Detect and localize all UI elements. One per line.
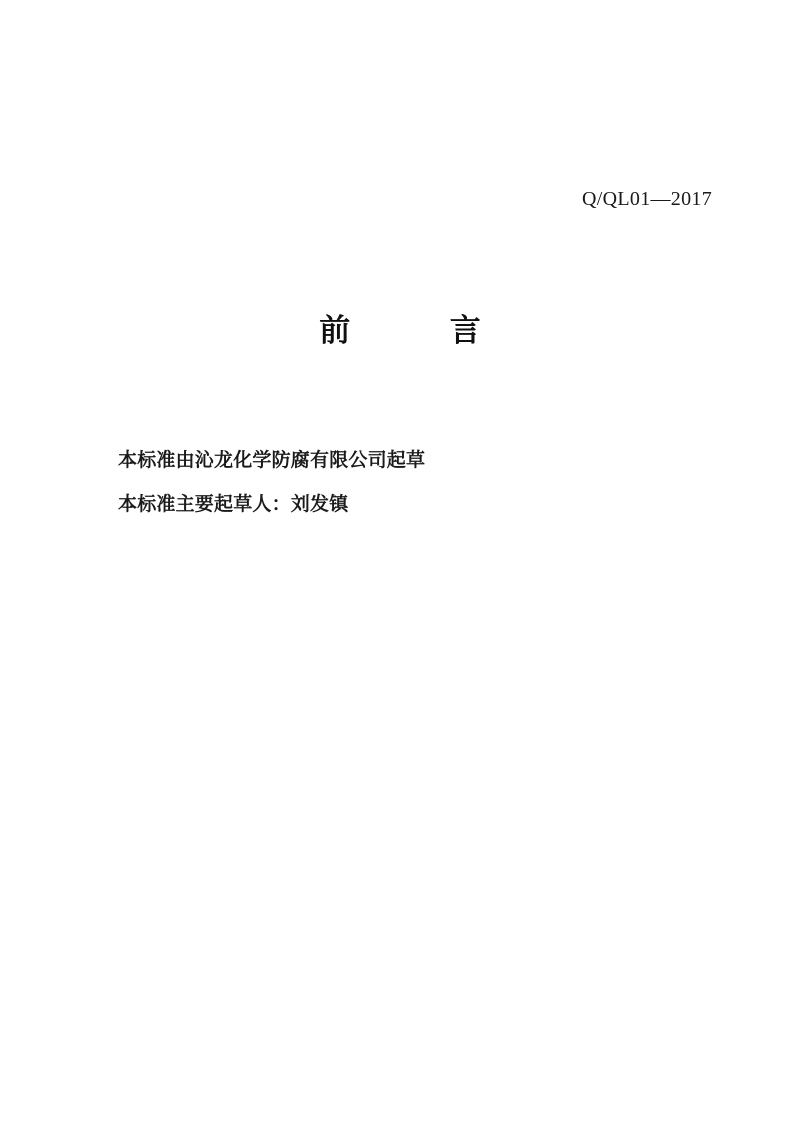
page-title	[0, 305, 800, 350]
standard-code: Q/QL01—2017	[582, 188, 712, 210]
page-title-char-2: 言	[449, 313, 481, 349]
foreword-paragraph: 本标准由沁龙化学防腐有限公司起草	[118, 449, 426, 471]
foreword-body	[118, 438, 718, 526]
foreword-paragraph: 本标准主要起草人：刘发镇	[118, 493, 349, 515]
page-title-char-1: 前	[319, 313, 351, 349]
